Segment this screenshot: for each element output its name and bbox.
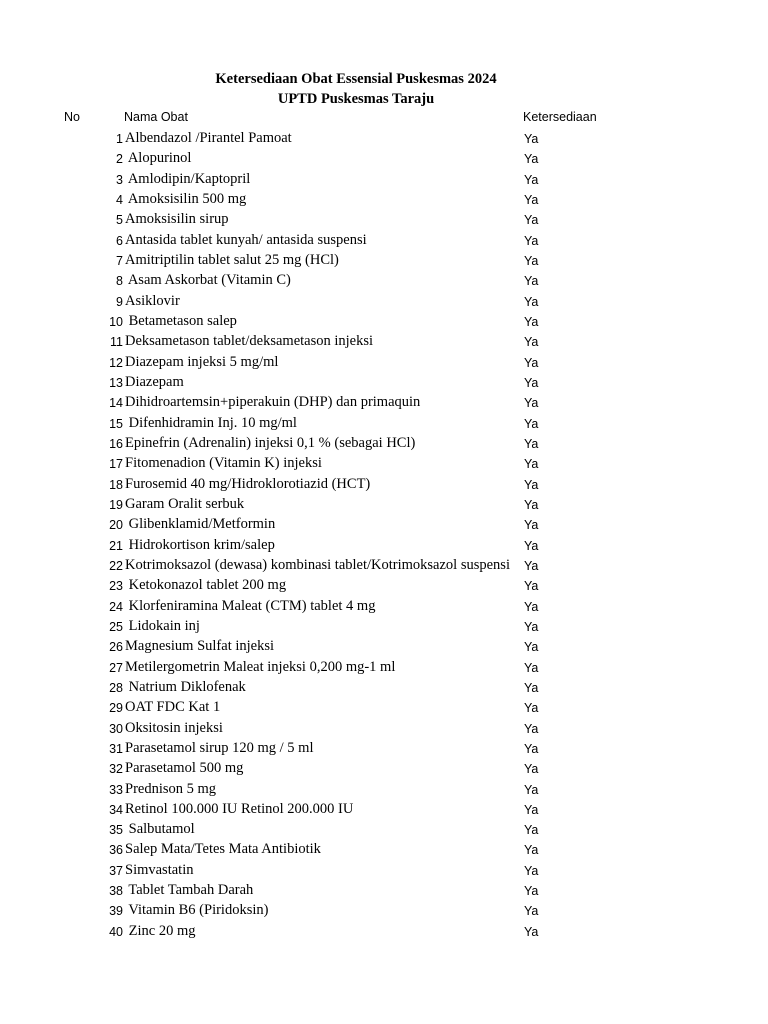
availability-value: Ya — [524, 375, 539, 390]
row-number: 27 — [109, 660, 123, 675]
availability-value: Ya — [524, 152, 539, 167]
availability-value: Ya — [524, 192, 539, 207]
table-row — [0, 250, 768, 270]
availability-value: Ya — [524, 741, 539, 756]
drug-name: Tablet Tambah Darah — [125, 882, 254, 899]
availability-value: Ya — [524, 843, 539, 858]
table-row — [0, 860, 768, 880]
table-row — [0, 311, 768, 331]
drug-name: Diazepam injeksi 5 mg/ml — [125, 353, 279, 370]
table-row — [0, 697, 768, 717]
row-number: 37 — [109, 863, 123, 878]
row-number: 4 — [116, 192, 123, 207]
drug-name: Parasetamol sirup 120 mg / 5 ml — [125, 739, 314, 756]
drug-name: Hidrokortison krim/salep — [125, 536, 275, 553]
drug-name: Epinefrin (Adrenalin) injeksi 0,1 % (sebagai HCl) — [125, 434, 416, 451]
availability-value: Ya — [524, 884, 539, 899]
table-row — [0, 148, 768, 168]
availability-value: Ya — [524, 518, 539, 533]
availability-value: Ya — [524, 457, 539, 472]
row-number: 16 — [109, 436, 123, 451]
drug-name: Natrium Diklofenak — [125, 678, 246, 695]
drug-name: Ketokonazol tablet 200 mg — [125, 577, 287, 594]
table-row — [0, 352, 768, 372]
availability-value: Ya — [524, 132, 539, 146]
drug-name: Amoksisilin 500 mg — [125, 190, 247, 207]
availability-value: Ya — [524, 436, 539, 451]
row-number: 36 — [109, 843, 123, 858]
drug-name: Difenhidramin Inj. 10 mg/ml — [125, 414, 297, 431]
row-number: 25 — [109, 619, 123, 634]
table-row — [0, 575, 768, 595]
availability-value: Ya — [524, 416, 539, 431]
drug-name: Magnesium Sulfat injeksi — [125, 638, 275, 655]
drug-name: Alopurinol — [125, 150, 192, 167]
row-number: 13 — [109, 375, 123, 390]
table-row — [0, 209, 768, 229]
availability-value: Ya — [524, 701, 539, 716]
drug-name: Amlodipin/Kaptopril — [125, 170, 251, 187]
row-number: 30 — [109, 721, 123, 736]
document-subtitle: UPTD Puskesmas Taraju — [277, 91, 435, 107]
table-row — [0, 657, 768, 677]
table-row — [0, 921, 768, 941]
drug-name: Lidokain inj — [125, 617, 200, 634]
row-number: 3 — [116, 172, 123, 187]
row-number: 6 — [116, 233, 123, 248]
availability-value: Ya — [524, 477, 539, 492]
table-row — [0, 230, 768, 250]
drug-name: Vitamin B6 (Piridoksin) — [125, 902, 269, 919]
row-number: 33 — [109, 782, 123, 797]
table-row — [0, 779, 768, 799]
availability-value: Ya — [524, 213, 539, 228]
drug-name: Amitriptilin tablet salut 25 mg (HCl) — [125, 251, 339, 268]
row-number: 11 — [110, 335, 123, 350]
row-number: 20 — [109, 518, 123, 533]
table-row — [0, 758, 768, 778]
drug-name: Asam Askorbat (Vitamin C) — [125, 272, 291, 289]
availability-value: Ya — [524, 538, 539, 553]
availability-value: Ya — [524, 721, 539, 736]
table-row — [0, 128, 768, 148]
drug-name: Kotrimoksazol (dewasa) kombinasi tablet/Kotrimoksazol suspensi — [125, 556, 510, 573]
column-header-name: Nama Obat — [124, 110, 188, 124]
availability-value: Ya — [524, 904, 539, 919]
row-number: 9 — [116, 294, 123, 309]
row-number: 29 — [109, 701, 123, 716]
availability-value: Ya — [524, 274, 539, 289]
availability-value: Ya — [524, 294, 539, 309]
drug-name: Parasetamol 500 mg — [125, 760, 244, 777]
row-number: 15 — [109, 416, 123, 431]
table-row — [0, 189, 768, 209]
row-number: 39 — [109, 904, 123, 919]
drug-name: Deksametason tablet/deksametason injeksi — [125, 333, 374, 350]
row-number: 17 — [109, 457, 123, 472]
drug-name: Glibenklamid/Metformin — [125, 516, 276, 533]
row-number: 32 — [109, 762, 123, 777]
availability-value: Ya — [524, 172, 539, 187]
row-number: 10 — [109, 314, 123, 329]
row-number: 31 — [109, 741, 123, 756]
column-header-no: No — [64, 110, 80, 124]
drug-name: Amoksisilin sirup — [125, 211, 229, 228]
row-number: 35 — [109, 823, 123, 838]
availability-value: Ya — [524, 558, 539, 573]
row-number: 7 — [116, 253, 123, 268]
document-title: Ketersediaan Obat Essensial Puskesmas 2024 — [215, 71, 497, 87]
table-row — [0, 392, 768, 412]
drug-name: Salep Mata/Tetes Mata Antibiotik — [125, 841, 321, 858]
drug-name: Simvastatin — [125, 861, 194, 878]
availability-value: Ya — [524, 355, 539, 370]
availability-value: Ya — [524, 335, 539, 350]
table-row — [0, 474, 768, 494]
drug-name: OAT FDC Kat 1 — [125, 699, 221, 716]
row-number: 18 — [109, 477, 123, 492]
drug-name: Salbutamol — [125, 821, 195, 838]
table-row — [0, 900, 768, 920]
availability-value: Ya — [524, 823, 539, 838]
drug-name: Klorfeniramina Maleat (CTM) tablet 4 mg — [125, 597, 376, 614]
table-row — [0, 169, 768, 189]
table-row — [0, 718, 768, 738]
table-row — [0, 331, 768, 351]
row-number: 12 — [109, 355, 123, 370]
availability-value: Ya — [524, 782, 539, 797]
availability-value: Ya — [524, 253, 539, 268]
table-row — [0, 616, 768, 636]
drug-name: Albendazol /Pirantel Pamoat — [125, 130, 292, 146]
table-row — [0, 372, 768, 392]
availability-value: Ya — [524, 802, 539, 817]
table-row — [0, 819, 768, 839]
row-number: 26 — [109, 640, 123, 655]
drug-name: Diazepam — [125, 373, 184, 390]
table-row — [0, 839, 768, 859]
table-row — [0, 413, 768, 433]
table-row — [0, 677, 768, 697]
drug-name: Zinc 20 mg — [125, 922, 196, 939]
drug-name: Furosemid 40 mg/Hidroklorotiazid (HCT) — [125, 475, 371, 492]
availability-value: Ya — [524, 762, 539, 777]
drug-name: Garam Oralit serbuk — [125, 495, 245, 512]
availability-value: Ya — [524, 660, 539, 675]
table-row — [0, 880, 768, 900]
availability-value: Ya — [524, 233, 539, 248]
table-row — [0, 291, 768, 311]
table-row — [0, 270, 768, 290]
row-number: 2 — [116, 152, 123, 167]
drug-name: Fitomenadion (Vitamin K) injeksi — [125, 455, 322, 472]
table-row — [0, 555, 768, 575]
drug-name: Betametason salep — [125, 312, 237, 329]
row-number: 1 — [116, 132, 123, 146]
drug-name: Prednison 5 mg — [125, 780, 217, 797]
availability-value: Ya — [524, 599, 539, 614]
table-row — [0, 636, 768, 656]
drug-table — [0, 128, 768, 941]
drug-name: Oksitosin injeksi — [125, 719, 223, 736]
table-row — [0, 738, 768, 758]
availability-value: Ya — [524, 619, 539, 634]
drug-name: Retinol 100.000 IU Retinol 200.000 IU — [125, 800, 354, 817]
availability-value: Ya — [524, 863, 539, 878]
table-row — [0, 799, 768, 819]
availability-value: Ya — [524, 396, 539, 411]
table-row — [0, 535, 768, 555]
availability-value: Ya — [524, 579, 539, 594]
table-row — [0, 596, 768, 616]
row-number: 21 — [109, 538, 123, 553]
availability-value: Ya — [524, 680, 539, 695]
availability-value: Ya — [524, 314, 539, 329]
table-row — [0, 494, 768, 514]
availability-value: Ya — [524, 640, 539, 655]
drug-name: Antasida tablet kunyah/ antasida suspensi — [125, 231, 367, 248]
table-row — [0, 514, 768, 534]
row-number: 38 — [109, 884, 123, 899]
row-number: 23 — [109, 579, 123, 594]
row-number: 34 — [109, 802, 123, 817]
row-number: 24 — [109, 599, 123, 614]
table-row — [0, 453, 768, 473]
drug-name: Asiklovir — [125, 292, 180, 309]
availability-value: Ya — [524, 497, 539, 512]
drug-name: Dihidroartemsin+piperakuin (DHP) dan primaquin — [125, 394, 421, 411]
table-row — [0, 433, 768, 453]
availability-value: Ya — [524, 924, 539, 939]
drug-name: Metilergometrin Maleat injeksi 0,200 mg-1 ml — [125, 658, 396, 675]
row-number: 28 — [109, 680, 123, 695]
row-number: 40 — [109, 924, 123, 939]
row-number: 5 — [116, 213, 123, 228]
row-number: 19 — [109, 497, 123, 512]
row-number: 14 — [109, 396, 123, 411]
row-number: 22 — [109, 558, 123, 573]
column-header-availability: Ketersediaan — [523, 110, 597, 124]
row-number: 8 — [116, 274, 123, 289]
